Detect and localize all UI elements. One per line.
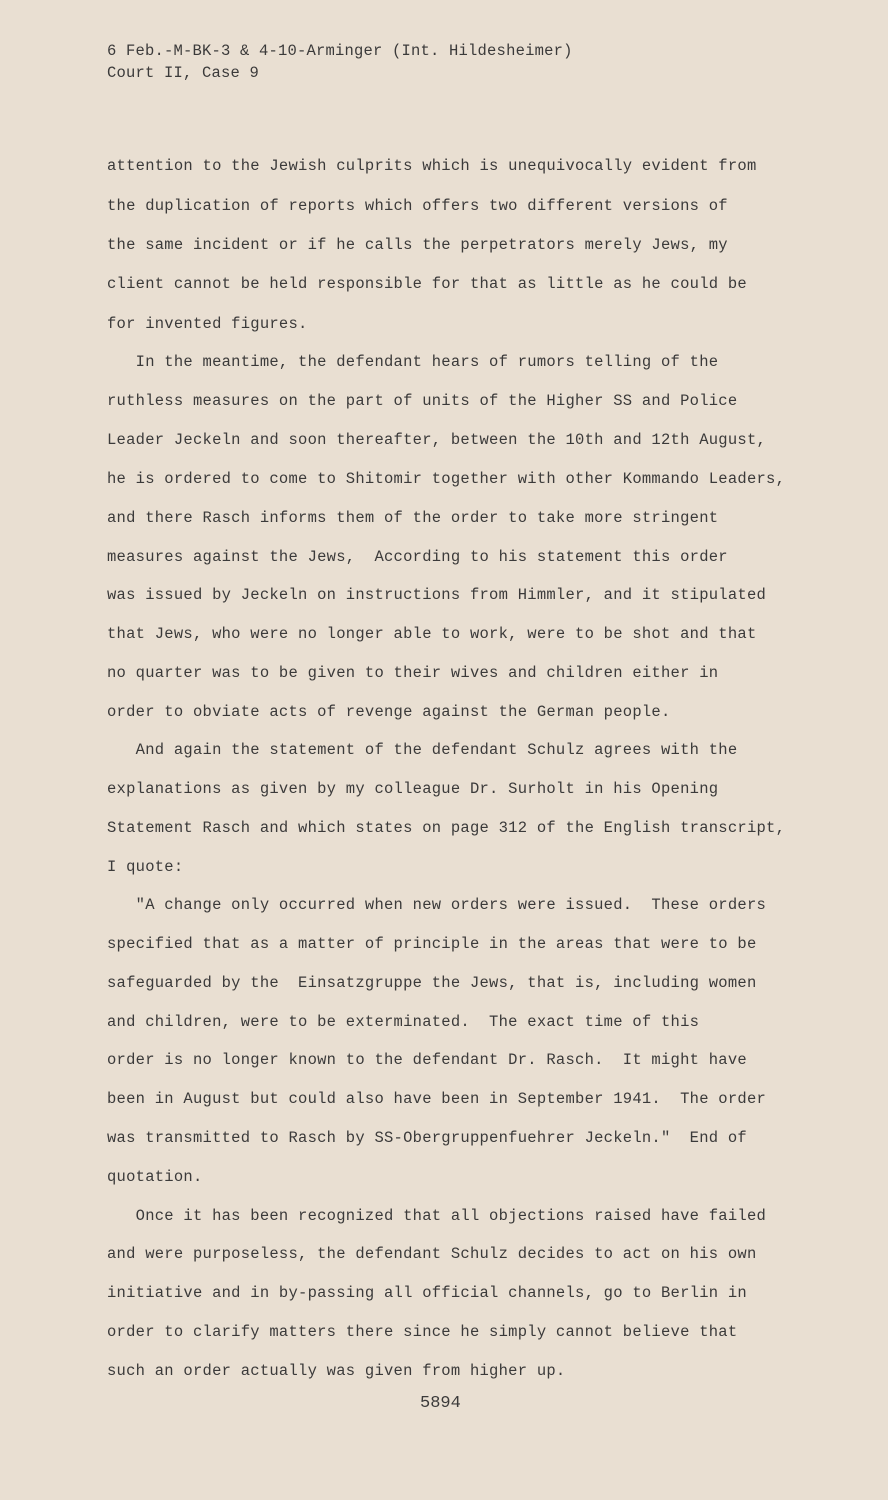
body-line: I quote:: [107, 858, 184, 876]
page-number: 5894: [420, 1394, 461, 1413]
body-line: been in August but could also have been in September 1941. The order: [107, 1090, 767, 1108]
body-line: In the meantime, the defendant hears of rumors telling of the: [107, 353, 719, 371]
body-line: specified that as a matter of principle in the areas that were to be: [107, 935, 757, 953]
body-line: explanations as given by my colleague Dr. Surholt in his Opening: [107, 780, 719, 798]
body-line: order is no longer known to the defendant Dr. Rasch. It might have: [107, 1051, 747, 1069]
body-line: and were purposeless, the defendant Schulz decides to act on his own: [107, 1245, 757, 1263]
body-line: safeguarded by the Einsatzgruppe the Jews, that is, including women: [107, 974, 757, 992]
header-line-2: Court II, Case 9: [107, 64, 260, 82]
body-line: and children, were to be exterminated. The exact time of this: [107, 1013, 700, 1031]
body-line: that Jews, who were no longer able to work, were to be shot and that: [107, 625, 757, 643]
header-line-1: 6 Feb.-M-BK-3 & 4-10-Arminger (Int. Hildesheimer): [107, 42, 573, 60]
body-line: initiative and in by-passing all official channels, go to Berlin in: [107, 1284, 747, 1302]
body-line: the same incident or if he calls the perpetrators merely Jews, my: [107, 236, 728, 254]
body-line: attention to the Jewish culprits which is unequivocally evident from: [107, 157, 757, 175]
body-line: ruthless measures on the part of units of the Higher SS and Police: [107, 392, 738, 410]
body-line: Statement Rasch and which states on page 312 of the English transcript,: [107, 819, 786, 837]
body-line: was transmitted to Rasch by SS-Obergruppenfuehrer Jeckeln." End of: [107, 1129, 747, 1147]
body-line: the duplication of reports which offers two different versions of: [107, 197, 728, 215]
body-line: measures against the Jews, According to his statement this order: [107, 548, 728, 566]
body-line: order to clarify matters there since he simply cannot believe that: [107, 1323, 738, 1341]
body-line: quotation.: [107, 1168, 203, 1186]
body-line: client cannot be held responsible for that as little as he could be: [107, 275, 747, 293]
body-line: was issued by Jeckeln on instructions from Himmler, and it stipulated: [107, 586, 767, 604]
body-line: Leader Jeckeln and soon thereafter, between the 10th and 12th August,: [107, 431, 767, 449]
body-line: and there Rasch informs them of the order to take more stringent: [107, 509, 719, 527]
body-line: Once it has been recognized that all objections raised have failed: [107, 1207, 767, 1225]
body-line: such an order actually was given from higher up.: [107, 1362, 566, 1380]
body-line: And again the statement of the defendant Schulz agrees with the: [107, 741, 738, 759]
body-line: order to obviate acts of revenge against the German people.: [107, 703, 671, 721]
document-header: [107, 40, 573, 84]
body-line: no quarter was to be given to their wives and children either in: [107, 664, 719, 682]
body-line: for invented figures.: [107, 315, 308, 333]
body-line: "A change only occurred when new orders were issued. These orders: [107, 896, 767, 914]
body-line: he is ordered to come to Shitomir together with other Kommando Leaders,: [107, 470, 786, 488]
